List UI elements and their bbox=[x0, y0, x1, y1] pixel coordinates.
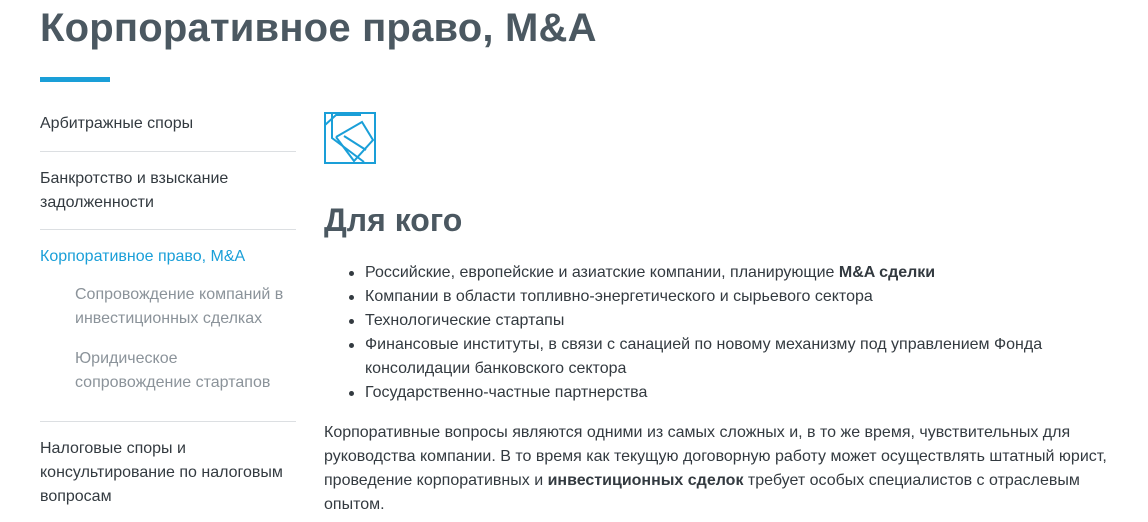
list-item bbox=[324, 381, 1144, 405]
bullet-icon bbox=[349, 271, 354, 276]
list-item bbox=[324, 261, 1144, 285]
paragraph-line: опытом. bbox=[324, 496, 385, 513]
title-underline bbox=[40, 77, 110, 82]
list-item-text: Технологические стартапы bbox=[365, 312, 565, 329]
bullet-icon bbox=[349, 319, 354, 324]
sidebar-subitem-startups[interactable] bbox=[40, 347, 296, 421]
sidebar-nav bbox=[40, 100, 296, 509]
list-item-text: консолидации банковского сектора bbox=[365, 360, 627, 377]
sidebar-item-label: вопросам bbox=[40, 488, 112, 505]
list-item-text: Российские, европейские и азиатские компании, планирующие bbox=[365, 264, 839, 281]
bullet-icon bbox=[349, 391, 354, 396]
bullet-icon bbox=[349, 343, 354, 348]
sidebar-subitem-label: инвестиционных сделках bbox=[75, 310, 263, 327]
description-paragraph bbox=[324, 421, 1144, 517]
corporate-law-logo-icon bbox=[324, 112, 376, 164]
paragraph-line: Корпоративные вопросы являются одними из самых сложных и, в то же время, чувствительных для bbox=[324, 424, 1071, 441]
paragraph-line: руководства компании. В то время как текущую договорную работу может осуществлять штатный юрист, bbox=[324, 448, 1107, 465]
list-item-bold: M&A сделки bbox=[838, 264, 936, 281]
list-item bbox=[324, 285, 1144, 309]
list-item-text: Государственно-частные партнерства bbox=[365, 384, 648, 401]
section-heading: Для кого bbox=[324, 202, 463, 238]
sidebar-item-label: консультирование по налоговым bbox=[40, 464, 283, 481]
sidebar-item-corporate-law[interactable]: Корпоративное право, M&A bbox=[40, 248, 246, 265]
sidebar-item-label: задолженности bbox=[40, 194, 154, 211]
sidebar-item-arbitration[interactable]: Арбитражные споры bbox=[40, 115, 194, 132]
bullet-icon bbox=[349, 295, 354, 300]
page-title: Корпоративное право, M&A bbox=[40, 6, 597, 50]
paragraph-text: требует особых специалистов с отраслевым bbox=[743, 472, 1080, 489]
sidebar-subitem-label: Сопровождение компаний в bbox=[75, 286, 284, 303]
sidebar-subitem-label: сопровождение стартапов bbox=[75, 374, 271, 391]
sidebar-item-bankruptcy[interactable] bbox=[40, 152, 296, 229]
main-content bbox=[324, 112, 1144, 517]
sidebar-item-label: Налоговые споры и bbox=[40, 440, 186, 457]
paragraph-line bbox=[324, 469, 1144, 493]
list-item-text: Компании в области топливно-энергетического и сырьевого сектора bbox=[365, 288, 873, 305]
sidebar-item-label: Банкротство и взыскание bbox=[40, 170, 229, 187]
sidebar-subitem-label: Юридическое bbox=[75, 350, 178, 367]
list-item-text: Финансовые институты, в связи с санацией по новому механизму под управлением Фонда bbox=[365, 336, 1043, 353]
list-item bbox=[324, 333, 1144, 381]
sidebar-subitem-investment-deals[interactable] bbox=[40, 283, 296, 347]
list-item bbox=[324, 309, 1144, 333]
paragraph-bold: инвестиционных сделок bbox=[547, 472, 744, 489]
sidebar-item-tax-disputes[interactable] bbox=[40, 422, 296, 509]
paragraph-text: проведение корпоративных и bbox=[324, 472, 548, 489]
audience-list bbox=[324, 261, 1144, 405]
